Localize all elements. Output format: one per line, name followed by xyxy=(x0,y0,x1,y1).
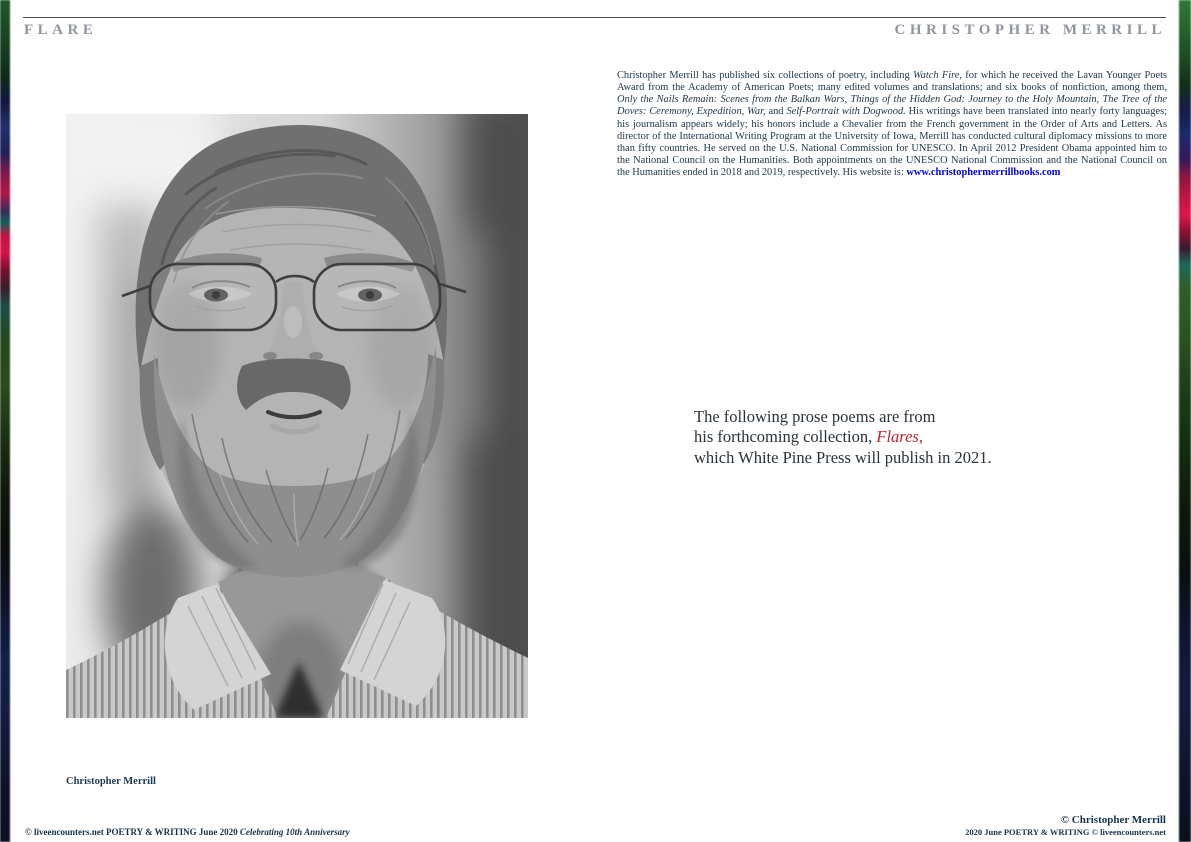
footer-publication-credit: 2020 June POETRY & WRITING © liveencounters.net xyxy=(965,827,1166,837)
bio-text-segment: for which he received the Lavan Younger Poets Award from the Academy of American Poets; many edited volumes and translations; and six books of nonfiction, among them, xyxy=(617,70,1168,94)
footer-left xyxy=(25,827,350,837)
footer-anniversary-note: Celebrating 10th Anniversary xyxy=(239,827,350,837)
author-biography xyxy=(617,70,1167,179)
author-photo xyxy=(66,114,528,718)
bio-text-segment: and xyxy=(765,106,787,118)
collection-announcement xyxy=(694,407,992,468)
author-photo-illustration xyxy=(66,114,528,718)
photo-caption: Christopher Merrill xyxy=(66,776,156,787)
footer-right xyxy=(965,814,1166,837)
bio-text-segment: His writings have been translated into nearly forty languages; his journalism appears widely; his honors include a Chevalier from the French government in the Order of Arts and Letters. As director of the International Writing Program at the University of Iowa, Merrill has conducted cultural diplomacy missions to more than fifty countries. He served on the U.S. National Commission for UNESCO. In April 2012 President Obama appointed him to the National Council on the Humanities. Both appointments on the UNESCO National Commission and the National Council on the Humanities ended in 2018 and 2019, respectively. His website is: xyxy=(617,106,1168,179)
left-color-strip xyxy=(0,0,10,842)
book-titles-nonfiction: Only the Nails Remain: Scenes from the Balkan Wars, Things of the Hidden God: Journey to the Holy Mountain, The Tree of the Doves: Ceremony, Expedition, War, xyxy=(617,94,1167,118)
announcement-line-3: which White Pine Press will publish in 2021. xyxy=(694,447,992,467)
footer-copyright-author: © Christopher Merrill xyxy=(1060,814,1166,826)
bio-text-segment: Christopher Merrill has published six collections of poetry, including xyxy=(617,70,913,81)
announcement-line-1: The following prose poems are from xyxy=(694,407,936,426)
collection-title: Flares, xyxy=(876,427,923,447)
author-website-link[interactable]: www.christophermerrillbooks.com xyxy=(906,167,1061,179)
footer-left-text: © liveencounters.net POETRY & WRITING June 2020 xyxy=(25,827,240,837)
right-color-strip xyxy=(1179,0,1191,842)
section-title: FLARE xyxy=(24,22,98,38)
header-divider xyxy=(23,17,1166,18)
announcement-line-2-text: his forthcoming collection, xyxy=(694,427,877,447)
book-title-self-portrait: Self-Portrait with Dogwood. xyxy=(786,106,906,118)
book-title-watch-fire: Watch Fire, xyxy=(912,70,962,81)
announcement-line-2 xyxy=(694,427,992,447)
author-name-header: CHRISTOPHER MERRILL xyxy=(894,22,1166,38)
